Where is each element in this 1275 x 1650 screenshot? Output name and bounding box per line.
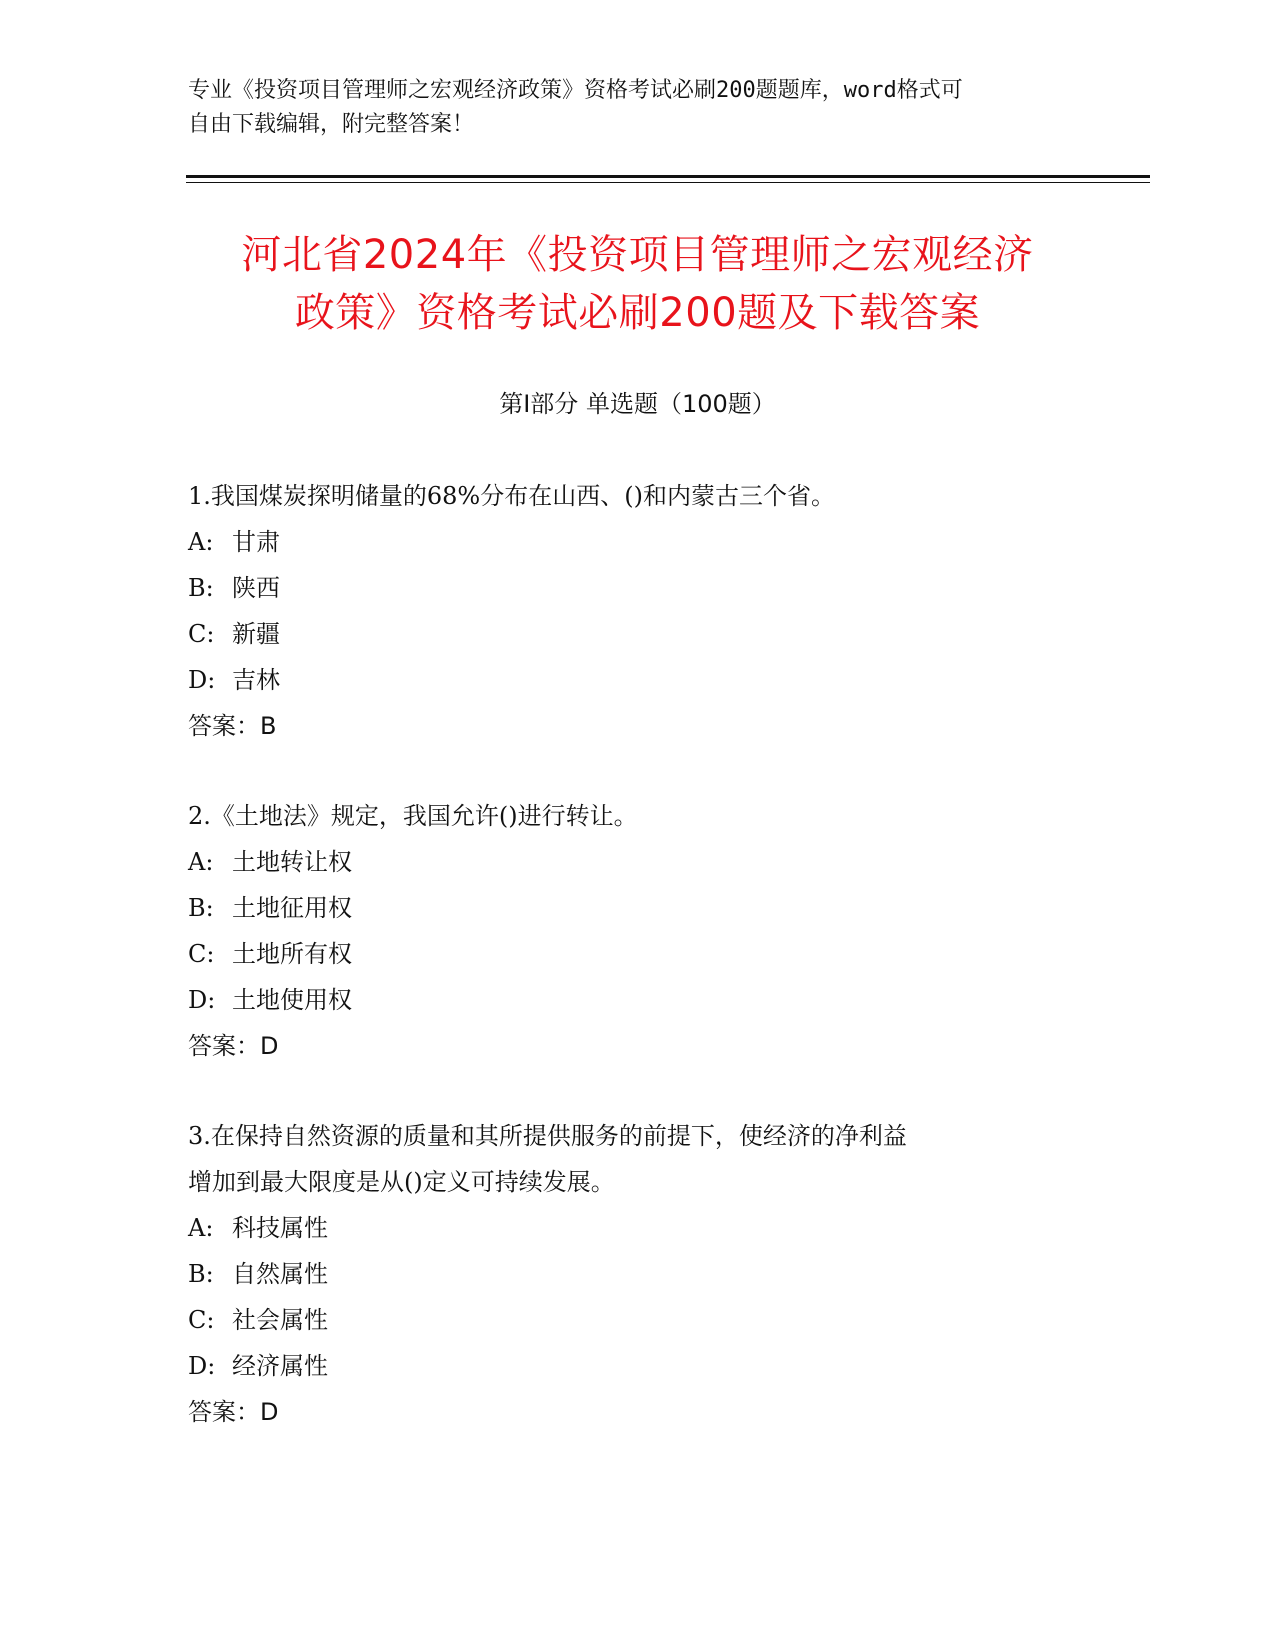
option-label: B: [188,574,214,602]
answer: 答案：D [188,1032,279,1060]
option-c [188,931,1068,977]
option-label: B: [188,894,214,922]
option-text: 吉林 [232,666,280,694]
option-text: 甘肃 [232,528,280,556]
option-text: 土地转让权 [232,848,352,876]
option-a [188,519,1068,565]
option-text: 自然属性 [232,1260,328,1288]
option-text: 土地所有权 [232,940,352,968]
option-text: 新疆 [232,620,280,648]
header-rule-thick [186,175,1150,178]
option-text: 经济属性 [232,1352,328,1380]
document-title [150,226,1125,342]
intro-text [188,74,1088,142]
option-label: B: [188,1260,214,1288]
option-label: A: [188,848,214,876]
question-2 [188,793,1068,1069]
option-b [188,885,1068,931]
option-text: 科技属性 [232,1214,328,1242]
answer: 答案：D [188,1398,279,1426]
option-text: 陕西 [232,574,280,602]
option-label: D: [188,1352,216,1380]
option-b [188,1251,1068,1297]
question-stem: 2.《土地法》规定，我国允许()进行转让。 [188,802,638,830]
question-stem-line-1: 3.在保持自然资源的质量和其所提供服务的前提下，使经济的净利益 [188,1122,907,1150]
option-label: A: [188,1214,214,1242]
option-d [188,657,1068,703]
question-3 [188,1113,1068,1435]
question-stem-line-2: 增加到最大限度是从()定义可持续发展。 [188,1168,615,1196]
title-line-2: 政策》资格考试必刷200题及下载答案 [294,290,981,336]
option-text: 社会属性 [232,1306,328,1334]
option-c [188,1297,1068,1343]
intro-line-1: 专业《投资项目管理师之宏观经济政策》资格考试必刷200题题库，word格式可 [188,78,963,103]
answer: 答案：B [188,712,277,740]
option-d [188,1343,1068,1389]
option-label: C: [188,620,215,648]
option-label: A: [188,528,214,556]
option-label: D: [188,666,216,694]
option-a [188,1205,1068,1251]
option-text: 土地使用权 [232,986,352,1014]
header-rule-thin [186,182,1150,183]
option-d [188,977,1068,1023]
option-b [188,565,1068,611]
option-label: D: [188,986,216,1014]
option-text: 土地征用权 [232,894,352,922]
title-line-1: 河北省2024年《投资项目管理师之宏观经济 [241,232,1034,278]
option-label: C: [188,940,215,968]
option-label: C: [188,1306,215,1334]
intro-line-2: 自由下载编辑，附完整答案！ [188,112,475,137]
option-c [188,611,1068,657]
option-a [188,839,1068,885]
section-heading: 第Ⅰ部分 单选题（100题） [499,390,776,418]
question-1 [188,473,1068,749]
question-stem: 1.我国煤炭探明储量的68%分布在山西、()和内蒙古三个省。 [188,482,835,510]
